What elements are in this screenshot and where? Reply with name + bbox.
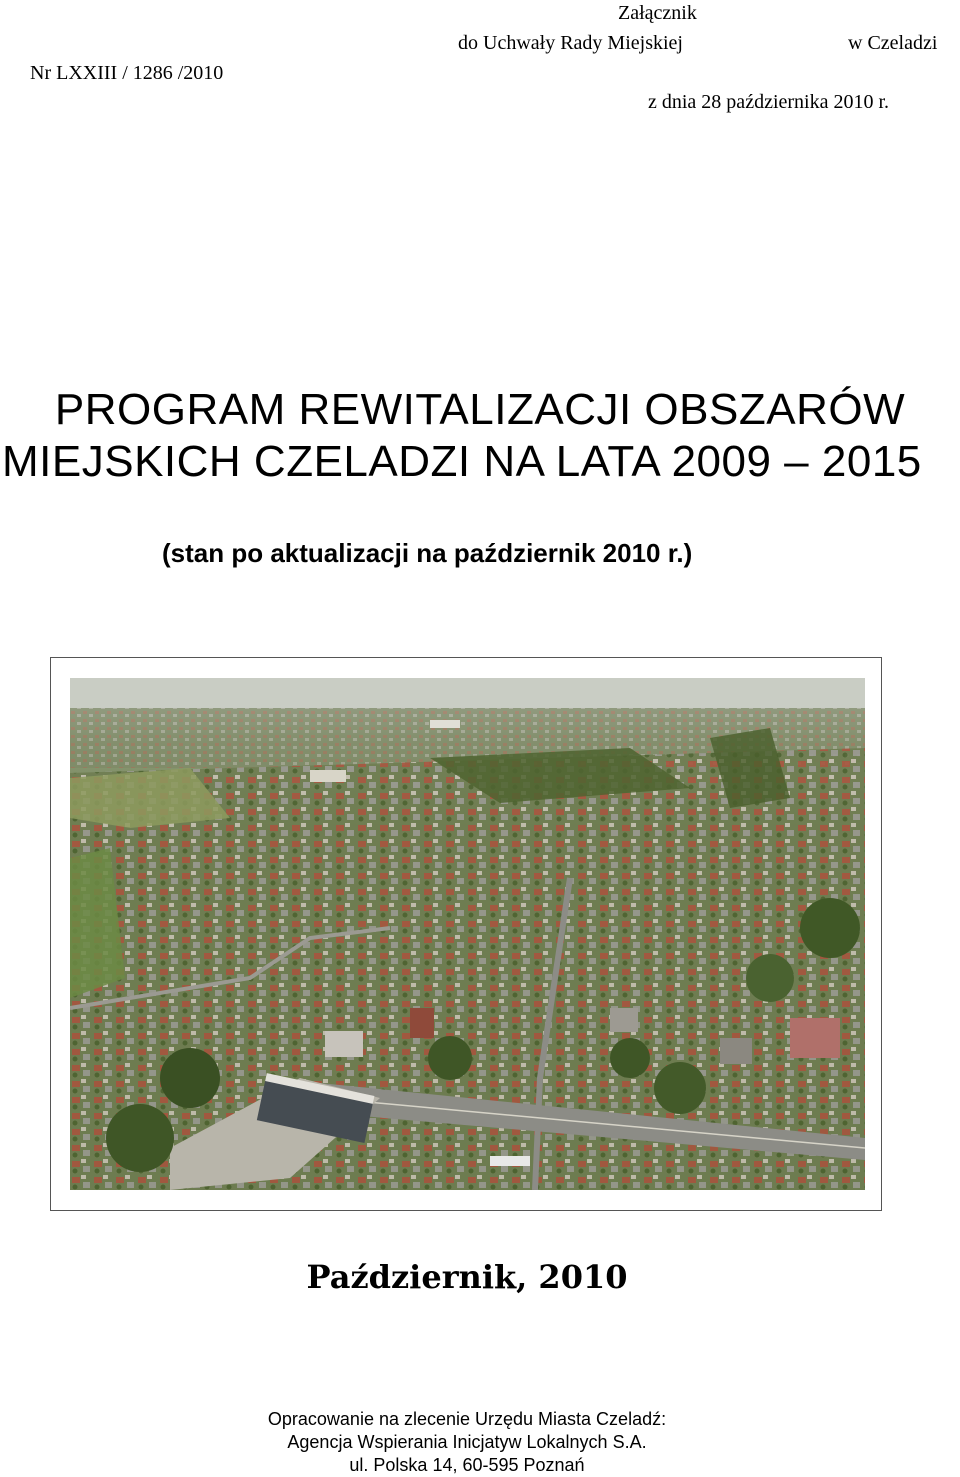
- footer-commissioned-by: Opracowanie na zlecenie Urzędu Miasta Czeladź:: [267, 1409, 667, 1429]
- document-title-line-1: PROGRAM REWITALIZACJI OBSZARÓW: [54, 385, 906, 434]
- annex-title: Załącznik: [618, 2, 697, 24]
- footer-agency-name: Agencja Wspierania Inicjatyw Lokalnych S.A.: [287, 1432, 647, 1452]
- document-date: Październik, 2010: [306, 1258, 628, 1296]
- aerial-city-photo: [70, 678, 865, 1190]
- cover-photo-frame: [50, 657, 882, 1211]
- footer-agency-address: ul. Polska 14, 60-595 Poznań: [349, 1455, 585, 1475]
- resolution-number: Nr LXXIII / 1286 /2010: [30, 62, 224, 84]
- footer-credits: [0, 1408, 934, 1477]
- document-title: [0, 384, 960, 488]
- annex-resolution-city: w Czeladzi: [848, 32, 938, 54]
- document-subtitle: (stan po aktualizacji na październik 2010 r.): [162, 538, 693, 568]
- document-title-line-2: MIEJSKICH CZELADZI NA LATA 2009 – 2015: [2, 437, 922, 486]
- annex-date: z dnia 28 października 2010 r.: [648, 91, 890, 113]
- annex-resolution-body: do Uchwały Rady Miejskiej: [458, 32, 683, 54]
- aerial-photo-illustration: [70, 678, 865, 1190]
